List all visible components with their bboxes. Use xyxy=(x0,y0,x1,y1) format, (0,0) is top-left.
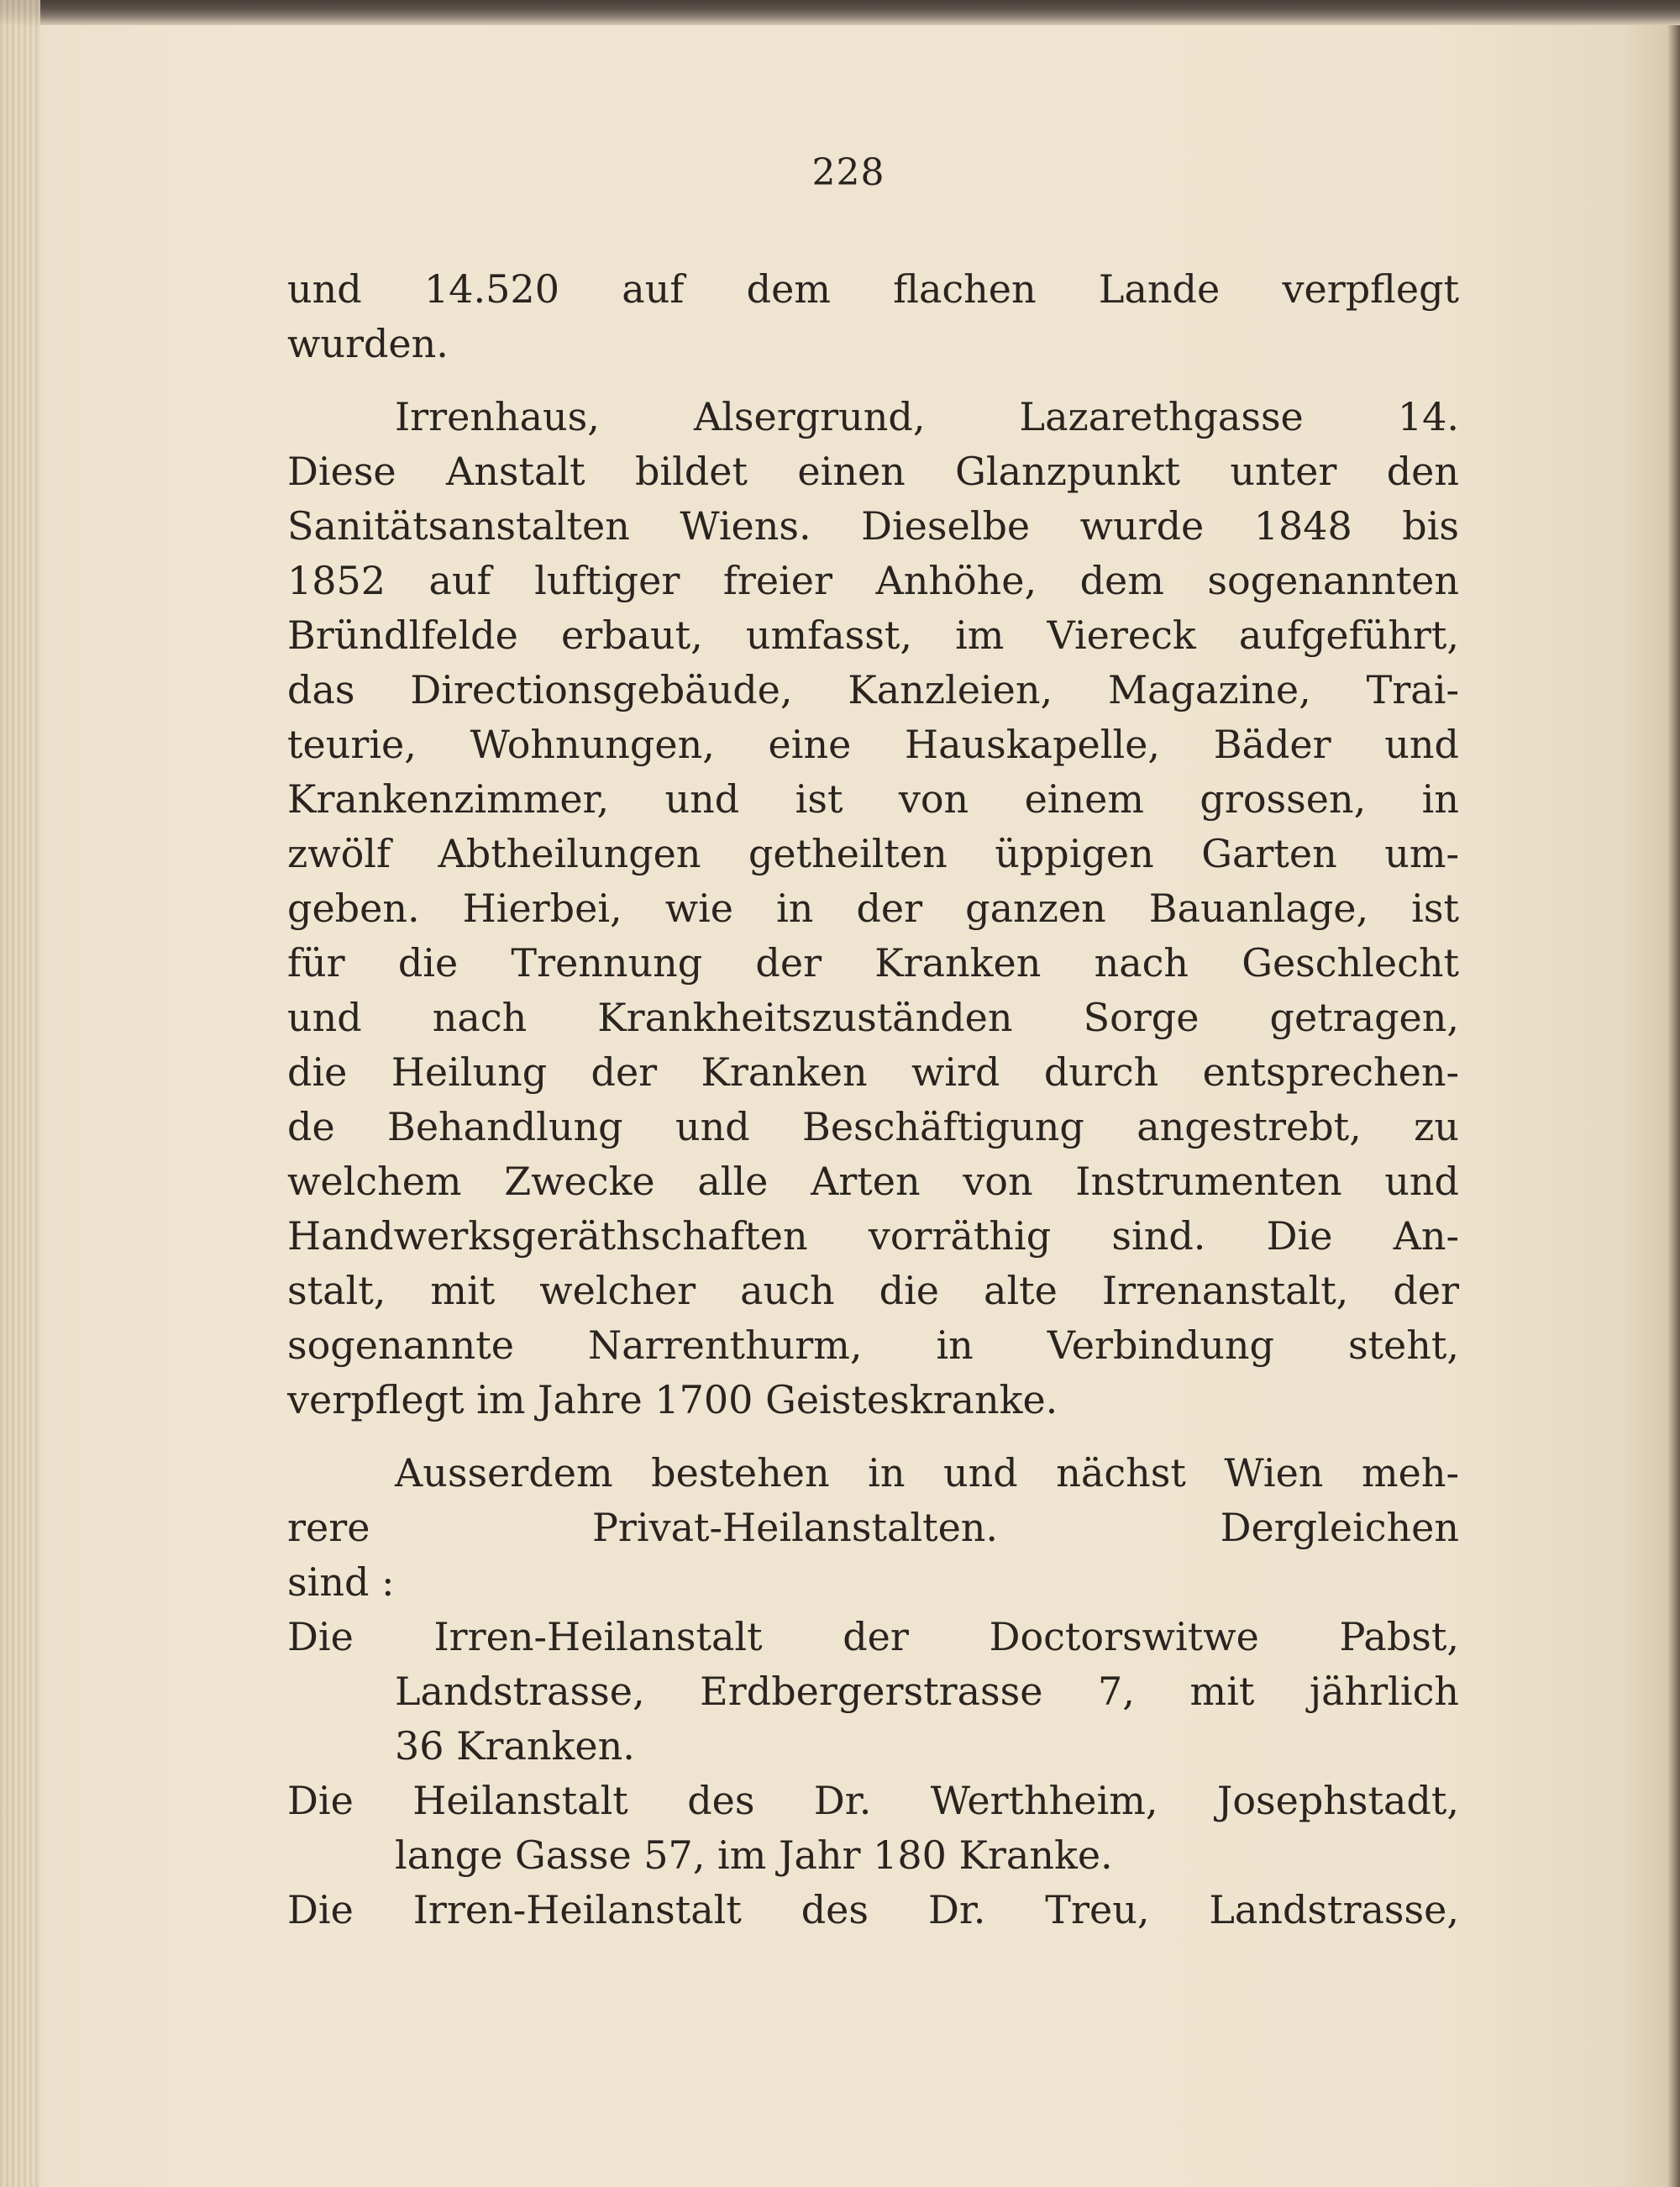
text-line: welchem Zwecke alle Arten von Instrumenten und xyxy=(287,1159,1459,1204)
list-entry-line: 36 Kranken. xyxy=(395,1723,635,1769)
text-line: Diese Anstalt bildet einen Glanzpunkt unter den xyxy=(287,449,1459,494)
text-line: die Heilung der Kranken wird durch entsprechen- xyxy=(287,1049,1459,1095)
page-stack-edge xyxy=(0,0,40,2187)
text-line: und nach Krankheitszuständen Sorge getragen, xyxy=(287,995,1459,1040)
text-line: wurden. xyxy=(287,321,449,366)
text-line: Bründlfelde erbaut, umfasst, im Viereck aufgeführt, xyxy=(287,612,1459,658)
text-line: und 14.520 auf dem flachen Lande verpflegt xyxy=(287,266,1459,312)
text-line: sind : xyxy=(287,1559,395,1605)
text-line: für die Trennung der Kranken nach Geschlecht xyxy=(287,940,1459,986)
text-line: 1852 auf luftiger freier Anhöhe, dem sogenannten xyxy=(287,558,1459,603)
paragraph-gap xyxy=(287,371,1459,390)
text-line: Irrenhaus, Alsergrund, Lazarethgasse 14. xyxy=(395,394,1459,439)
list-entry-line: lange Gasse 57, im Jahr 180 Kranke. xyxy=(395,1832,1113,1878)
page xyxy=(50,25,1646,2187)
text-line: sogenannte Narrenthurm, in Verbindung steht, xyxy=(287,1322,1459,1368)
text-line: stalt, mit welcher auch die alte Irrenanstalt, der xyxy=(287,1268,1459,1313)
list-entry-line: Die Irren-Heilanstalt des Dr. Treu, Landstrasse, xyxy=(287,1887,1459,1932)
text-line: Ausserdem bestehen in und nächst Wien meh- xyxy=(395,1450,1459,1496)
text-line: de Behandlung und Beschäftigung angestrebt, zu xyxy=(287,1104,1459,1149)
text-line: geben. Hierbei, wie in der ganzen Bauanlage, ist xyxy=(287,886,1459,931)
text-line: das Directionsgebäude, Kanzleien, Magazine, Trai- xyxy=(287,667,1459,712)
text-line: zwölf Abtheilungen getheilten üppigen Garten um- xyxy=(287,831,1459,876)
body-text xyxy=(287,262,1459,1937)
list-entry-line: Landstrasse, Erdbergerstrasse 7, mit jährlich xyxy=(395,1669,1459,1714)
list-entry-line: Die Heilanstalt des Dr. Werthheim, Josephstadt, xyxy=(287,1778,1459,1823)
paragraph-gap xyxy=(287,1427,1459,1446)
list-entry-line: Die Irren-Heilanstalt der Doctorswitwe Pabst, xyxy=(287,1614,1459,1659)
text-line: teurie, Wohnungen, eine Hauskapelle, Bäder und xyxy=(287,722,1459,767)
text-line: Handwerksgeräthschaften vorräthig sind. Die An- xyxy=(287,1213,1459,1259)
text-line: Krankenzimmer, und ist von einem grossen, in xyxy=(287,776,1459,822)
text-line: verpflegt im Jahre 1700 Geisteskranke. xyxy=(287,1377,1058,1422)
text-line: rere Privat-Heilanstalten. Dergleichen xyxy=(287,1505,1459,1550)
book-top-edge xyxy=(0,0,1680,25)
page-number: 228 xyxy=(811,151,885,194)
text-line: Sanitätsanstalten Wiens. Dieselbe wurde 1848 bis xyxy=(287,503,1459,549)
